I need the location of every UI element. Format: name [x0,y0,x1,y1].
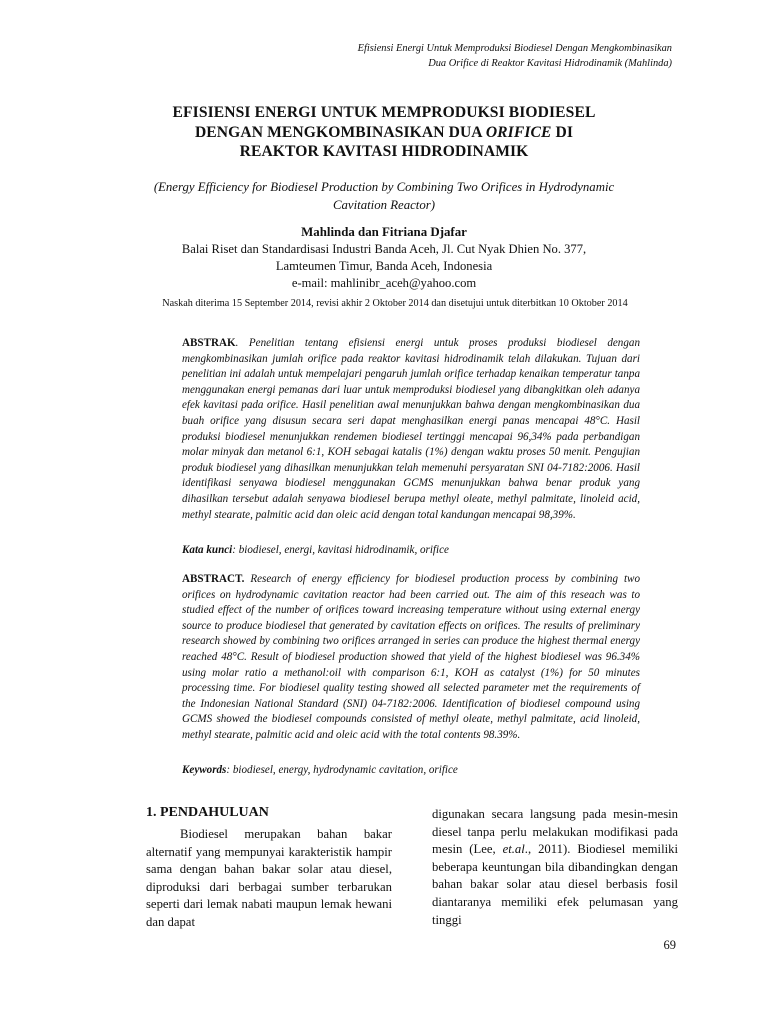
keywords-text: : biodiesel, energy, hydrodynamic cavitation, orifice [226,764,458,776]
abstrak-paragraph [182,336,640,523]
body-right-text-a: digunakan secara langsung pada mesin-mesin diesel tanpa perlu melakukan modifikasi pada mesin (Lee, [432,807,678,857]
body-column-left: Biodiesel merupakan bahan bakar alternatif yang mempunyai karakteristik hampir sama dengan bahan bakar solar atau diesel, diproduksi dari berbagai sumber terbarukan seperti dari lemak nabati maupun lemak hewani dan dapat [146,827,392,929]
affiliation-line-2: Lamteumen Timur, Banda Aceh, Indonesia [275,259,493,273]
title-orifice-italic: ORIFICE [485,123,552,141]
body-column-right [432,806,678,929]
english-title: (Energy Efficiency for Biodiesel Production by Combining Two Orifices in Hydrodynamic Cavitation Reactor) [153,180,615,212]
body-right-etal: et.al [502,842,525,857]
abstract-label: ABSTRACT. [182,573,245,585]
kata-kunci [182,543,640,558]
abstrak-label: ABSTRAK [182,337,236,349]
abstract-paragraph [182,572,640,744]
keywords [182,763,640,778]
affiliation-line-1: Balai Riset dan Standardisasi Industri Banda Aceh, Jl. Cut Nyak Dhien No. 377, [181,242,587,256]
keywords-label: Keywords [182,764,227,776]
kata-kunci-text: : biodiesel, energi, kavitasi hidrodinamik, orifice [232,544,449,556]
body-right-text-b: ., 2011). Biodiesel memiliki beberapa keuntungan bila dibandingkan dengan bahan bakar solar atau diesel berbasis fosil diantaranya memiliki efek pelumasan yang tinggi [432,842,678,927]
title-line-3: REAKTOR KAVITASI HIDRODINAMIK [239,143,529,160]
running-header-line-1: Efisiensi Energi Untuk Memproduksi Biodiesel Dengan Mengkombinasikan [357,43,672,54]
title-line-2 [120,123,648,143]
affiliation [120,241,648,292]
title-line-2-c: DI [551,123,574,141]
authors: Mahlinda dan Fitriana Djafar [301,225,467,239]
running-header-line-2: Dua Orifice di Reaktor Kavitasi Hidrodinamik (Mahlinda) [428,58,672,69]
running-header [252,41,672,71]
abstrak-text: . Penelitian tentang efisiensi energi untuk proses produksi biodiesel dengan mengkombinasikan jumlah orifice pada reaktor kavitasi hidrodinamik telah dilakukan. Tujuan dari penelitian ini adalah untuk mempelajari pengaruh jumlah orifice terhadap kenaikan temperatur tanpa menggunakan energi pemanas dari luar untuk memproduksi biodiesel yang dibangkitkan oleh adanya efek kavitasi pada orifice. Hasil penelitian awal menunjukkan bahwa dengan mengkombinasikan dua buah orifice yang disusun secara seri dapat menghasilkan energi panas mencapai 48°C. Hasil produksi biodiesel menunjukkan rendemen biodiesel tertinggi mencapai 96,34% pada perbandigan molar minyak dan metanol 6:1, KOH sebagai katalis (1%) dengan waktu proses 50 menit. Pengujian produk biodiesel yang dihasilkan menunjukkan telah memenuhi persyaratan SNI 04-7182:2006. Hasil identifikasi senyawa biodiesel menggunakan GCMS menunjukkan bahwa benar produk yang dihasilkan tersebut adalah senyawa biodiesel berupa methyl oleate, methyl palmitate, linoleid acid, methyl stearate, palmitic acid dan oleic acid dengan total kandungan mencapai 98,39%. [182,337,640,521]
section-heading-pendahuluan: 1. PENDAHULUAN [146,805,269,820]
kata-kunci-label: Kata kunci [182,544,233,556]
paper-title [120,103,648,162]
author-email: e-mail: mahlinibr_aceh@yahoo.com [291,276,477,290]
abstract-text: Research of energy efficiency for biodiesel production process by combining two orifices on hydrodynamic cavitation reactor had been carried out. The aim of this reseach was to studied effect of the number of orifices toward increasing temperature without using external energy source to produce biodiesel that generated by cavitation effects on orifices. The results of preliminary research showed by combining two orifices arranged in series can produce the highest thermal energy reached 48°C. Result of biodiesel production showed that yield of the highest biodiesel was 96.34% using molar ratio a methanol:oil with comparison 6:1, KOH as catalyst (1%) for 50 minutes processing time. For biodiesel quality testing showed all selected parameter met the requirements of the Indonesian National Standard (SNI) 04-7182:2006. Identification of biodiesel compound using GCMS showed the biodiesel compounds consisted of methyl oleate, methyl palmitate, acid linoleid, methyl stearate, palmitic acid and oleic acid with the total contents 98.39%. [182,573,640,741]
title-line-1: EFISIENSI ENERGI UNTUK MEMPRODUKSI BIODIESEL [172,104,596,121]
title-line-2-a: DENGAN MENGKOMBINASIKAN DUA [194,123,486,141]
page-number: 69 [663,938,676,952]
submission-dates: Naskah diterima 15 September 2014, revisi akhir 2 Oktober 2014 dan disetujui untuk diterbitkan 10 Oktober 2014 [162,298,628,309]
